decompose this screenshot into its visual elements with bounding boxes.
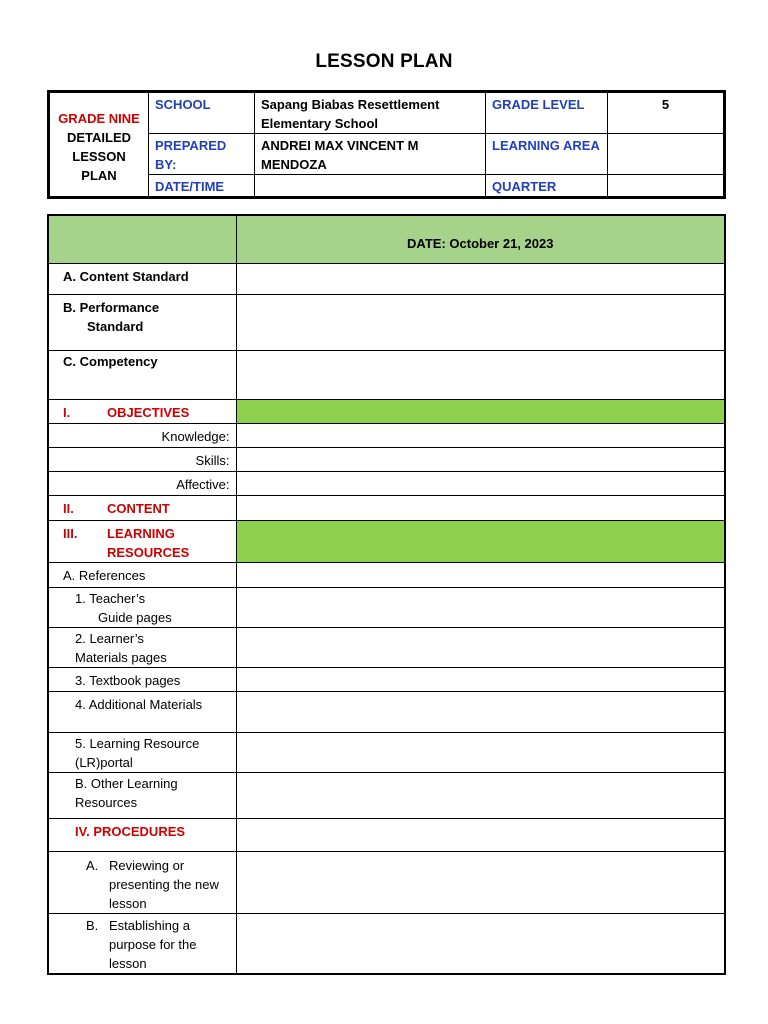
procedure-a-letter: A. (86, 857, 99, 873)
procedure-b-text: Establishing a purpose for the lesson (109, 917, 197, 971)
learners-materials-label (48, 627, 236, 667)
procedure-b-label (48, 913, 236, 974)
lr-portal-line1: 5. Learning Resource (75, 735, 200, 751)
prepared-by-label: PREPARED BY: (149, 134, 255, 175)
datetime-label: DATE/TIME (149, 175, 255, 198)
procedure-a-input[interactable] (236, 851, 725, 913)
affective-label: Affective: (48, 471, 236, 495)
procedures-input[interactable] (236, 818, 725, 851)
resources-green-bar (236, 520, 725, 562)
grade-label: GRADE NINE (58, 110, 140, 126)
procedure-a-label (48, 851, 236, 913)
quarter-label: QUARTER (486, 175, 608, 198)
skills-label: Skills: (48, 447, 236, 471)
datetime-value[interactable] (255, 175, 486, 198)
competency-label: C. Competency (48, 350, 236, 399)
lesson-plan-table (47, 214, 726, 975)
prepared-by-line1: ANDREI MAX VINCENT M (261, 138, 419, 153)
teachers-guide-input[interactable] (236, 587, 725, 627)
competency-input[interactable] (236, 350, 725, 399)
school-label: SCHOOL (149, 92, 255, 134)
procedure-b-input[interactable] (236, 913, 725, 974)
procedure-b-letter: B. (86, 917, 99, 933)
date-header: DATE: October 21, 2023 (236, 215, 725, 263)
content-input[interactable] (236, 495, 725, 520)
header-blank-cell (48, 215, 236, 263)
other-resources-input[interactable] (236, 772, 725, 818)
header-info-table (47, 90, 726, 199)
grade-level-label: GRADE LEVEL (486, 92, 608, 134)
content-heading (48, 495, 236, 520)
references-label: A. References (48, 562, 236, 587)
plan-type-line1: DETAILED (66, 129, 132, 145)
textbook-pages-input[interactable] (236, 667, 725, 691)
knowledge-input[interactable] (236, 423, 725, 447)
grade-level-value: 5 (608, 92, 725, 134)
plan-type-line2: LESSON (72, 148, 126, 164)
objectives-green-bar (236, 399, 725, 423)
objectives-num: I. (63, 404, 71, 420)
performance-standard-line1: B. Performance (63, 299, 160, 315)
other-resources-label (48, 772, 236, 818)
school-value-line1: Sapang Biabas Resettlement (261, 97, 440, 112)
lr-portal-label (48, 732, 236, 772)
affective-input[interactable] (236, 471, 725, 495)
page-title: LESSON PLAN (315, 51, 453, 72)
content-num: II. (63, 500, 74, 516)
procedures-heading: IV. PROCEDURES (48, 818, 236, 851)
knowledge-label: Knowledge: (48, 423, 236, 447)
school-value (255, 92, 486, 134)
teachers-guide-label (48, 587, 236, 627)
performance-standard-input[interactable] (236, 294, 725, 350)
objectives-label: OBJECTIVES (107, 404, 190, 420)
other-resources-line2: Resources (75, 794, 138, 810)
lr-portal-input[interactable] (236, 732, 725, 772)
lr-portal-line2: (LR)portal (75, 754, 133, 770)
other-resources-line1: B. Other Learning (75, 775, 178, 791)
learners-materials-line1: 2. Learner’s (75, 630, 144, 646)
content-standard-input[interactable] (236, 263, 725, 294)
performance-standard-label (48, 294, 236, 350)
content-label: CONTENT (107, 500, 170, 516)
resources-num: III. (63, 525, 78, 541)
additional-materials-label: 4. Additional Materials (48, 691, 236, 732)
teachers-guide-line1: 1. Teacher’s (75, 590, 146, 606)
teachers-guide-line2: Guide pages (98, 609, 172, 625)
learning-area-value[interactable] (608, 134, 725, 175)
resources-label-line1: LEARNING (107, 525, 175, 541)
resources-label-line2: RESOURCES (107, 544, 190, 560)
procedure-a-text: Reviewing or presenting the new lesson (109, 857, 219, 911)
textbook-pages-label: 3. Textbook pages (48, 667, 236, 691)
prepared-by-value (255, 134, 486, 175)
references-input[interactable] (236, 562, 725, 587)
school-value-line2: Elementary School (261, 116, 379, 131)
prepared-by-line2: MENDOZA (261, 157, 327, 172)
quarter-value[interactable] (608, 175, 725, 198)
learners-materials-input[interactable] (236, 627, 725, 667)
grade-cell (49, 92, 149, 198)
learning-area-label: LEARNING AREA (486, 134, 608, 175)
skills-input[interactable] (236, 447, 725, 471)
resources-heading (48, 520, 236, 562)
performance-standard-line2: Standard (87, 318, 144, 334)
additional-materials-input[interactable] (236, 691, 725, 732)
content-standard-label: A. Content Standard (48, 263, 236, 294)
objectives-heading (48, 399, 236, 423)
learners-materials-line2: Materials pages (75, 649, 167, 665)
plan-type-line3: PLAN (81, 167, 117, 183)
